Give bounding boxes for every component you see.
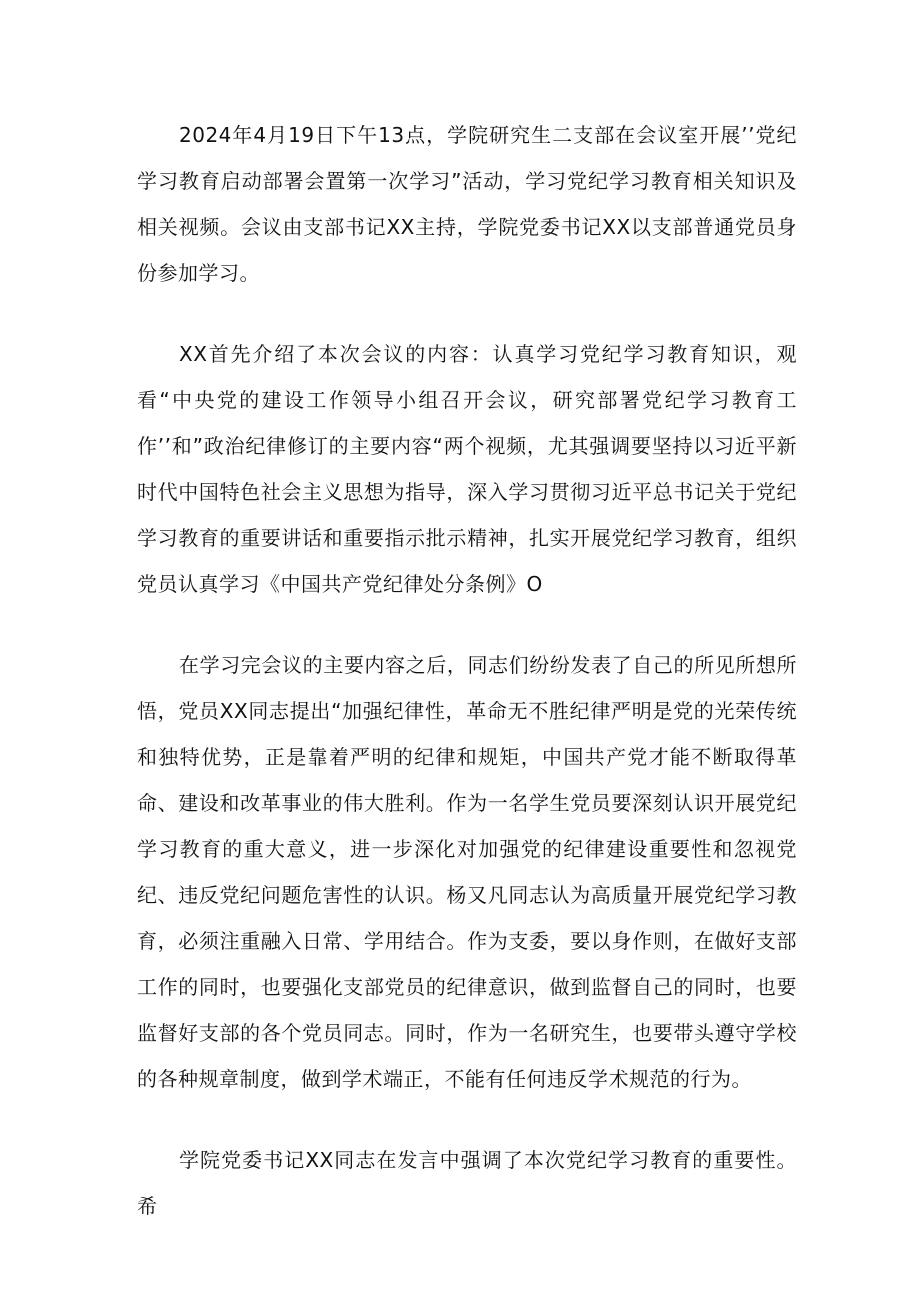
paragraph-secretary-remarks: 学院党委书记XX同志在发言中强调了本次党纪学习教育的重要性。希	[137, 1148, 797, 1218]
document-body	[137, 112, 797, 1229]
paragraph-member-discussion: 在学习完会议的主要内容之后，同志们纷纷发表了自己的所见所想所悟，党员XX同志提出“加强纪律性，革命无不胜纪律严明是党的光荣传统和独特优势，正是靠着严明的纪律和规矩，中国共产党才能不断取得革命、建设和改革事业的伟大胜利。作为一名学生党员要深刻认识开展党纪学习教育的重大意义，进一步深化对加强党的纪律建设重要性和忽视党纪、违反党纪问题危害性的认识。杨又凡同志认为高质量开展党纪学习教育，必须注重融入日常、学用结合。作为支委，要以身作则，在做好支部工作的同时，也要强化支部党员的纪律意识，做到监督自己的同时，也要监督好支部的各个党员同志。同时，作为一名研究生，也要带头遵守学校的各种规章制度，做到学术端正，不能有任何违反学术规范的行为。	[137, 653, 797, 1091]
paragraph-meeting-content: XX首先介绍了本次会议的内容：认真学习党纪学习教育知识，观看“中央党的建设工作领导小组召开会议，研究部署党纪学习教育工作’’和”政治纪律修订的主要内容“两个视频，尤其强调要坚持以习近平新时代中国特色社会主义思想为指导，深入学习贯彻习近平总书记关于党纪学习教育的重要讲话和重要指示批示精神，扎实开展党纪学习教育，组织党员认真学习《中国共产党纪律处分条例》O	[137, 342, 797, 596]
paragraph-meeting-overview: 2024年4月19日下午13点，学院研究生二支部在会议室开展’’党纪学习教育启动部署会置第一次学习”活动，学习党纪学习教育相关知识及相关视频。会议由支部书记XX主持，学院党委书记XX以支部普通党员身份参加学习。	[137, 123, 797, 285]
